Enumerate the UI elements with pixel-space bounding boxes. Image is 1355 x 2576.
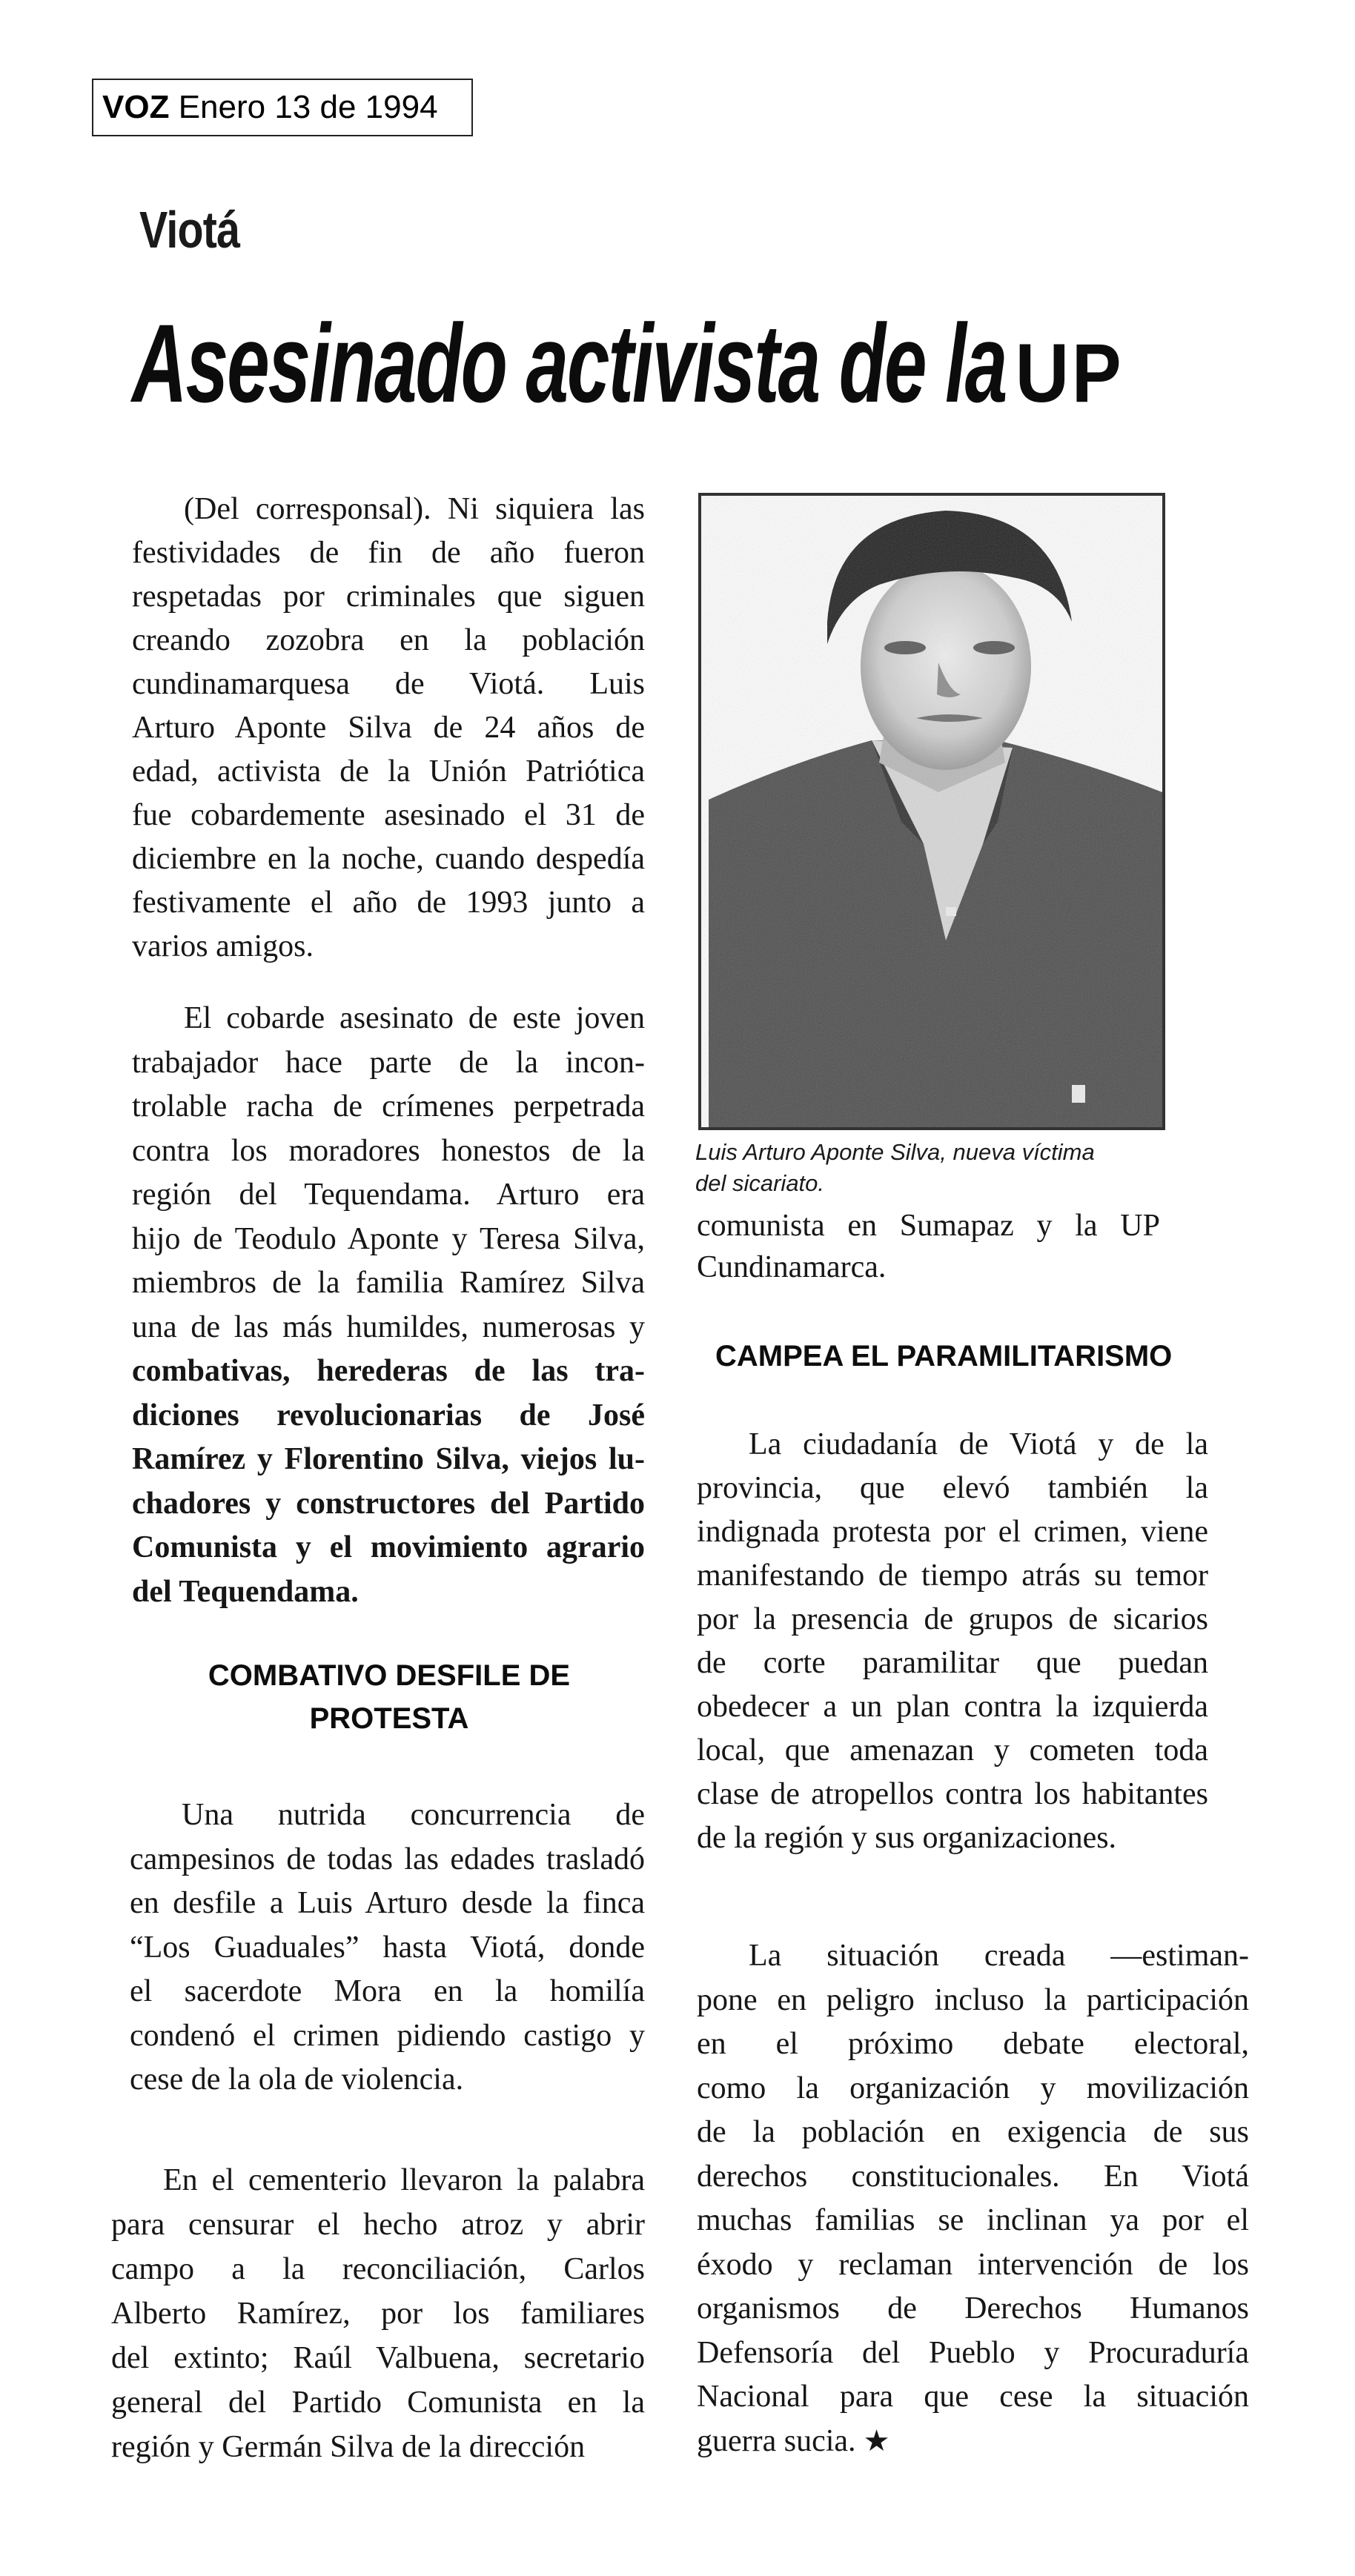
text-line: combativas, herederas de las tra- <box>132 1354 645 1388</box>
text-line: miembros de la familia Ramírez Silva <box>132 1266 645 1300</box>
text-line: creando zozobra en la población <box>132 623 645 657</box>
text-line: (Del corresponsal). Ni siquiera las <box>184 492 645 526</box>
text-line: por la presencia de grupos de sicarios <box>697 1602 1208 1636</box>
text-line: derechos constitucionales. En Viotá <box>697 2159 1249 2194</box>
headline-text: Asesinado activista de la <box>132 301 1007 425</box>
text-line: clase de atropellos contra los habitantes <box>697 1777 1208 1811</box>
text-line: “Los Guaduales” hasta Viotá, donde <box>130 1930 645 1965</box>
text-line: Nacional para que cese la situación <box>697 2380 1249 2414</box>
text-line: festivamente el año de 1993 junto a <box>132 886 645 920</box>
text-line: obedecer a un plan contra la izquierda <box>697 1690 1208 1724</box>
article-kicker: Viotá <box>139 201 240 259</box>
text-line: trolable racha de crímenes perpetrada <box>132 1089 645 1123</box>
text-line: de la región y sus organizaciones. <box>697 1821 1117 1855</box>
text-line: contra los moradores honestos de la <box>132 1133 645 1168</box>
text-line: Defensoría del Pueblo y Procuraduría <box>697 2335 1249 2370</box>
text-line: para censurar el hecho atroz y abrir <box>111 2208 645 2242</box>
text-line: Alberto Ramírez, por los familiares <box>111 2297 645 2331</box>
text-line: campesinos de todas las edades trasladó <box>130 1842 645 1876</box>
text-line: chadores y constructores del Partido <box>132 1486 645 1521</box>
text-line: organismos de Derechos Humanos <box>697 2291 1249 2326</box>
text-line: indignada protesta por el crimen, viene <box>697 1515 1208 1549</box>
subhead-text: CAMPEA EL PARAMILITARISMO <box>715 1340 1173 1372</box>
photo-caption-line-2: del sicariato. <box>695 1170 825 1196</box>
text-line: el sacerdote Mora en la homilía <box>130 1974 645 2008</box>
text-line: pone en peligro incluso la participación <box>697 1982 1249 2017</box>
text-line: región del Tequendama. Arturo era <box>132 1178 645 1212</box>
text-line: de la población en exigencia de sus <box>697 2115 1249 2149</box>
text-line: condenó el crimen pidiendo castigo y <box>130 2018 645 2053</box>
subhead-campea-paramilitarismo <box>715 1340 1172 1373</box>
text-line: campo a la reconciliación, Carlos <box>111 2252 645 2286</box>
subhead-line-1: COMBATIVO DESFILE DE <box>208 1659 571 1692</box>
text-line: La situación creada —estiman- <box>749 1939 1249 1973</box>
text-line: de corte paramilitar que puedan <box>697 1646 1208 1680</box>
text-line: Una nutrida concurrencia de <box>182 1798 645 1832</box>
subhead-line-2: PROTESTA <box>309 1702 469 1735</box>
text-line: en desfile a Luis Arturo desde la finca <box>130 1886 645 1920</box>
text-line: como la organización y movilización <box>697 2071 1249 2105</box>
text-line: provincia, que elevó también la <box>697 1471 1208 1505</box>
text-line: general del Partido Comunista en la <box>111 2386 645 2420</box>
text-line: diciembre en la noche, cuando despedía <box>132 842 645 876</box>
text-line: cese de la ola de violencia. <box>130 2062 464 2097</box>
publication-date: Enero 13 de 1994 <box>178 89 438 125</box>
text-line: del extinto; Raúl Valbuena, secretario <box>111 2341 645 2375</box>
headline-suffix: UP <box>1015 327 1124 419</box>
masthead-box <box>92 79 473 136</box>
text-line: Cundinamarca. <box>697 1250 887 1284</box>
text-line: muchas familias se inclinan ya por el <box>697 2203 1249 2237</box>
text-line: en el próximo debate electoral, <box>697 2027 1249 2061</box>
portrait-image <box>701 496 1162 1127</box>
text-line: región y Germán Silva de la dirección <box>111 2430 586 2464</box>
text-line: éxodo y reclaman intervención de los <box>697 2247 1249 2282</box>
text-line: hijo de Teodulo Aponte y Teresa Silva, <box>132 1221 645 1256</box>
end-star-icon: ★ <box>855 2423 890 2457</box>
text-line: Arturo Aponte Silva de 24 años de <box>132 711 645 745</box>
text-line: Ramírez y Florentino Silva, viejos lu- <box>132 1442 645 1476</box>
photo-caption-line-1: Luis Arturo Aponte Silva, nueva víctima <box>695 1139 1095 1165</box>
publication-name: VOZ <box>102 89 170 125</box>
text-line: manifestando de tiempo atrás su temor <box>697 1558 1208 1593</box>
text-line: fue cobardemente asesinado el 31 de <box>132 798 645 832</box>
text-line: El cobarde asesinato de este joven <box>184 1001 645 1035</box>
text-line: local, que amenazan y cometen toda <box>697 1733 1208 1767</box>
text-line: La ciudadanía de Viotá y de la <box>749 1427 1208 1461</box>
text-line: festividades de fin de año fueron <box>132 536 645 570</box>
text-line: una de las más humildes, numerosas y <box>132 1309 645 1344</box>
text-line: Comunista y el movimiento agrario <box>132 1530 645 1564</box>
text-line: respetadas por criminales que siguen <box>132 580 645 614</box>
article-headline <box>132 300 1124 436</box>
text-line: edad, activista de la Unión Patriótica <box>132 754 645 789</box>
text-line: diciones revolucionarias de José <box>132 1398 645 1433</box>
text-line: guerra sucia. ★ <box>697 2423 890 2458</box>
portrait-photo <box>698 493 1165 1130</box>
subhead-combativo-desfile <box>130 1654 649 1740</box>
text-line: comunista en Sumapaz y la UP <box>697 1209 1160 1243</box>
text-line: trabajador hace parte de la incon- <box>132 1045 645 1080</box>
text-line: cundinamarquesa de Viotá. Luis <box>132 667 645 701</box>
text-line: varios amigos. <box>132 929 314 963</box>
text-line: del Tequendama. <box>132 1574 359 1609</box>
text-line: En el cementerio llevaron la palabra <box>163 2163 645 2197</box>
